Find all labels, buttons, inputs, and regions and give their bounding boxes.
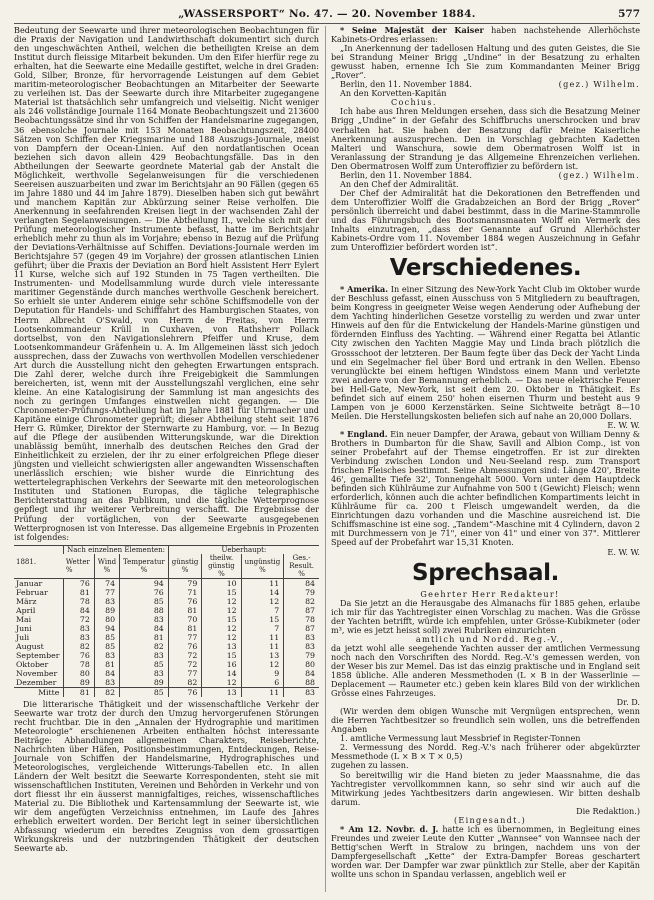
table-cell: 83 — [120, 651, 169, 660]
amerika-lead: * Amerika. — [340, 284, 389, 295]
letter-salutation: Geehrter Herr Redakteur! — [420, 588, 560, 599]
table-cell: 12 — [202, 633, 241, 642]
col-header: Wind % — [94, 554, 119, 579]
england-article: * England. Ein neuer Dampfer, der Arawa, gebaut von William Denny & Brothers in Dumbarton für die Shaw, Savill and Albion Comp., ist von seiner Probefahrt auf der Themse eingetroffen. Er ist zur direkten Verbindung zwischen London und Neu-Seeland resp. zum Transport frischen Fleisches bestimmt. Seine Abmessungen sind: Länge 420', Breite 46', gemallte Tiefe 32', Tonnengehalt 5000. Vorn unter dem Hauptdeck befinden sich Kühlräume zur Aufnahme von 500 t (Gewicht) Fleisch; wenn erforderlich, können auch die achter befindlichen Kompartiments leicht in Kühlräume für ca. 200 t Fleisch umgewandelt werden, da die Einrichtungen dazu vorhanden und die Maschine ausreichend ist. Die Schiffsmaschine ist eine sog. „Tandem“-Maschine mit 4 Cylindern, davon 2 mit Durchmessern von je 71", einer von 41" und einer von 37". Mittlerer Speed auf der Probefahrt war 15,31 Knoten. — [331, 428, 640, 548]
order-2-text: Ich habe aus Ihren Meldungen ersehen, dass sich die Besatzung Meiner Brigg „Undine“ in der Gefahr des Schiffbruchs unerschrocken und brav verhalten hat. Sie haben der Besatzung dafür Meine Kaiserliche Anerkennung auszusprechen. Den in Vorschlag gebrachten Kadetten Malteri und Wanschura, sowie dem Obermatrosen Wolff ist in Veranlassung der Strandung je das Allgemeine Ehrenzeichen verliehen. Den Obermatrosen Wolff zum Unteroffizier zu befördern ist. — [331, 106, 640, 171]
month-label: Januar — [16, 578, 43, 588]
table-cell: 15 — [202, 588, 241, 597]
table-cell: 84 — [284, 578, 319, 588]
table-cell: 76 — [120, 588, 169, 597]
table-cell: 84 — [120, 624, 169, 633]
page-header — [14, 8, 640, 22]
england-signature: E. W. W. — [607, 546, 640, 557]
table-cell: 78 — [284, 615, 319, 624]
table-cell: 83 — [284, 687, 319, 697]
table-cell: 83 — [64, 624, 94, 633]
kabinet-text: haben nachstehende Allerhöchste Kabinets-Ordres erlassen: — [331, 25, 640, 45]
list-item: 1. amtliche Vermessung laut Messbrief in Register-Tonnen — [340, 733, 581, 744]
table-cell: 15 — [241, 615, 284, 624]
order-1-address: An den Korvetten-Kapitän — [340, 88, 447, 99]
month-label: August — [16, 641, 44, 651]
table-row — [14, 597, 319, 606]
page-number: 577 — [618, 8, 640, 20]
table-cell: 77 — [94, 588, 119, 597]
letter-center-line: amtlich und Nordd. Reg.-V., — [415, 633, 565, 644]
running-title: „WASSERSPORT“ No. 47. — 20. November 1884. — [178, 8, 476, 20]
table-cell: 11 — [241, 578, 284, 588]
total-label: Mitte — [14, 687, 64, 697]
table-cell: 83 — [64, 633, 94, 642]
table-cell: 80 — [64, 669, 94, 678]
table-cell: 12 — [241, 660, 284, 669]
table-cell: 85 — [120, 597, 169, 606]
table-cell: 77 — [168, 633, 202, 642]
table-row — [14, 615, 319, 624]
table-cell: 85 — [120, 660, 169, 669]
table-cell: 81 — [64, 687, 94, 697]
forecast-table — [14, 545, 319, 697]
order-1-signature: (gez.) Wilhelm. — [558, 79, 640, 90]
editor-note-3: So bereitwillig wir die Hand bieten zu jeder Maassnahme, die das Yachtregister vervollkommnen kann, so sehr sind wir auch auf die Mitwirkung jedes Yachtbesitzers darin angewiesen. Wir bitten deshalb darum. — [331, 769, 640, 807]
col-header: günstig % — [168, 554, 202, 579]
table-cell: 82 — [120, 642, 169, 651]
eingesandt-label: (Eingesandt.) — [453, 814, 527, 825]
table-cell: 87 — [284, 624, 319, 633]
col-header: ungünstig % — [241, 554, 284, 579]
table-cell: 6 — [241, 678, 284, 688]
col-header: Wetter % — [65, 557, 90, 574]
table-cell: 71 — [168, 588, 202, 597]
table-cell: 12 — [241, 597, 284, 606]
letter-text-1: Da Sie jetzt an die Herausgabe des Almanachs für 1885 gehen, erlaube ich mir für das Yachtregister einen Vorschlag zu machen. Was die Grösse der Yachten betrifft, würde ich empfehlen, unter Grösse-Kubikmeter (oder m³, wie es jetzt heisst soll) zwei Rubriken einzurichten — [331, 597, 640, 635]
table-cell: 83 — [94, 651, 119, 660]
kabinet-lead: * Seine Majestät der Kaiser — [340, 25, 484, 35]
table-cell: 10 — [202, 578, 241, 588]
table-cell: 83 — [284, 633, 319, 642]
table-cell: 78 — [64, 660, 94, 669]
table-cell: 72 — [168, 651, 202, 660]
table-cell: 13 — [202, 687, 241, 697]
table-cell: 12 — [202, 678, 241, 688]
table-cell: 80 — [94, 615, 119, 624]
section-heading-sprechsaal: Sprechsaal. — [412, 559, 559, 586]
table-group-overall: Ueberhaupt: — [168, 545, 319, 554]
table-cell: 81 — [64, 588, 94, 597]
table-cell: 83 — [120, 615, 169, 624]
table-cell: 84 — [64, 606, 94, 615]
table-cell: 94 — [120, 578, 169, 588]
order-1-text: „In Anerkennung der tadellosen Haltung und des guten Geistes, die Sie bei Strandung Meiner Brigg „Undine“ in der Besatzung zu erhalten gewusst haben, ernenne Ich Sie zum Kommandanten Meiner Brigg „Rover“. — [331, 43, 640, 81]
table-cell: 85 — [120, 687, 169, 697]
table-cell: 76 — [64, 578, 94, 588]
table-cell: 89 — [64, 678, 94, 688]
table-cell: 7 — [241, 624, 284, 633]
table-cell: 15 — [202, 651, 241, 660]
table-cell: 11 — [241, 687, 284, 697]
table-cell: 72 — [168, 660, 202, 669]
england-lead: * England. — [340, 428, 388, 439]
table-row — [14, 660, 319, 669]
table-cell: 78 — [64, 597, 94, 606]
table-cell: 12 — [202, 606, 241, 615]
month-label: Mai — [16, 614, 32, 624]
table-cell: 83 — [284, 642, 319, 651]
final-article: * Am 12. Novbr. d. J. hatte ich es übernommen, in Begleitung eines Freundes und zweier Leute den Kutter „Wannsee“ von Wannsee nach der Bettig'schen Werft in Stralow zu bringen, nachdem uns von der Dampfergesellschaft „Kette“ der Extra-Dampfer Boreas geschartert worden war. Der Dampfer war zwar pünktlich zur Stelle, aber der Kapitän wollte uns schon in Spandau verlassen, angeblich weil er — [331, 823, 640, 880]
amerika-article: * Amerika. In einer Sitzung des New-York Yacht Club im Oktober wurde der Beschluss gefasst, einen Ausschuss von 5 Mitgliedern zu beauftragen, beim Kongress in geeigneter Weise wegen Aenderung oder Aufhebung der dem Yachting hinderlichen Gesetze vorstellig zu werden und zwar unter Hinweis auf den für die Entwickelung der Handels-Marine günstigen und fördernden Einfluss des Yachting. — Während einer Regatta bei Atlantic City zwischen den Yachten Maggie May und Linda brach plötzlich die Grossschoot der letzteren. Der Baum fegte über das Deck der Yacht Linda und ein Segelmacher fiel über Bord und ertrank in den Wellen. Ebenso verunglückte bei einem heftigen Windstoss einem Mann und verletzte zwei andere von der Bemannung erheblich. — Das neue elektrische Feuer bei Hell-Gate, New-York, ist seit dem 20. Oktober in Thätigkeit. Es befindet sich auf einem 250' hohen eisernen Thurm und besteht aus 9 Lampen von je 6000 Kerzenstärken. Seine Sichtweite beträgt 8—10 Meilen. Die Herstellungskosten beliefen sich auf nahe an 20,000 Dollars. — [331, 284, 640, 421]
table-cell: 83 — [94, 678, 119, 688]
table-cell: 85 — [94, 633, 119, 642]
seewarte-intro: Bedeutung der Seewarte und ihrer meteorologischen Beobachtungen für die Praxis der Navigation und Landwirthschaft dokumentirt sich durch den ungeschwächten Antheil, welchen die betheiligten Kreise an dem Institut durch fleissige Mitarbeit bekunden. Um den Eifer hierfür rege zu erhalten, hat die Seewarte eine Medaille gestiftet, welche in drei Graden: Gold, Silber, Bronze, für hervorragende Leistungen auf dem Gebiet maritim-meteorologischer Beobachtungen an Mitarbeiter der Seewarte zu verleihen ist. Das der Seewarte durch ihre Mitarbeiter zugegangene Material ist thatsächlich sehr umfangreich und vielseitig. Nicht weniger als 246 vollständige Journale 1164 Monate Beobachtungszeit und 213600 Beobachtungssätze sind ihr von Schiffen der Handelsmarine zugegangen, 36 ebensolche Journale mit 153 Monaten Beobachtungszeit, 28400 Sätzen von Schiffen der Kriegsmarine und 188 Auszugs-Journale, meist von Dampfern der Ocean-Linien. Auf den nordatlantischen Ocean beziehen sich davon allein 429 Beobachtungsfälle. Das in den Abtheilungen der Seewarte geordnete Material gab der Anstalt die Möglichkeit, werthvolle Segelanweisungen für die verschiedenen Seereisen auszuarbeiten und zwar im Berichtsjahr an 90 Fällen (gegen 65 im Jahre 1880 und 44 im Jahre 1879). Dieselben haben sich gut bewährt und manchem Kapitän zur Abkürzung seiner Reise verholfen. Die Anerkennung in seefahrenden Kreisen liegt in der wachsenden Zahl der verlangten Segelanweisungen. — Die Abtheilung II., welche sich mit der Prüfung meteorologischer Instrumente befasst, hatte im Berichtsjahr erheblich mehr zu thun als im Vorjahre; ebenso in Bezug auf die Prüfung der Deviations-Verhältnisse auf Schiffen. Deviations-Journale werden im Berichtsjahre 57 (gegen 49 im Vorjahre) der grossen atlantischen Linien geführt; über die Praxis der Deviation an Bord hielt Assistent Herr Eylert 11 Kurse, welche sich auf 192 Stunden in 75 Tagen vertheilten. Die Instrumenten- und Modellsammlung wurde durch viele interessante maritimer Gegenstände durch manches werthvolle Geschenk bereichert. So erhielt sie unter Anderem einige sehr schöne Schiffsmodelle von der Deputation für Handels- und Schifffahrt des Hamburgischen Staates, von Herrn Albrecht O'Swald, von Herrn de Freitas, von Herrn Lootsenkommandeur Krüll in Cuxhaven, von Rathsherr Pollack dortselbst, von den Navigationslehrern Pfeiffer und Kruse, dem Lootsenkommandeur Gräfenhein u. A. Im Allgemeinen lässt sich jedoch aussprechen, dass der Zuwachs von werthvollen Modellen verschiedener Art durch die Ausstellung nicht den gehegten Erwartungen entsprach. Die Zahl derer, welche durch ihre Freigebigkeit die Sammlungen bereicherten, ist, wenn mit der Ausstellungszahl verglichen, eine sehr kleine. An eine Katalogisirung der Sammlung ist man angesichts des noch zu geringen Umfanges einstweilen nicht gegangen. — Die Chronometer-Prüfungs-Abtheilung hat im Jahre 1881 für Uhrmacher und Kapitäne einige Chronometer geprüft; dieser Abtheilung steht seit 1876 Herr G. Rümker, Direktor der Sternwarte zu Hamburg, vor. — In Bezug auf die Pflege der ausübenden Witterungskunde, war die Direktion unablässig bemüht, innerhalb des deutschen Reiches den Grad der Einheitlichkeit zu erzielen, der ihr zu einer erfolgreichen Pflege dieser jüngsten und vielleicht schwierigsten aller angewandten Wissenschaften unerlässlich erschien; wie bisher wurde die Einrichtung des wettertelegraphischen Verkehrs der Seewarte mit den meteorologischen Instituten und Stationen Europas, die tägliche telegraphische Berichterstattung an das Publikum, und die tägliche Wetterprognose gepflegt und ihr weiterer Verbreitung verschafft. Die Ergebnisse der Prüfung der vortäglichen, von der Seewarte ausgegebenen Wetterprognosen ist von Interesse. Das allgemeine Ergebnis in Prozenten ist folgendes: — [14, 25, 319, 542]
order-2-signature: (gez.) Wilhelm. — [558, 169, 640, 180]
table-row — [14, 669, 319, 678]
table-cell: 81 — [168, 606, 202, 615]
table-cell: 89 — [94, 606, 119, 615]
table-cell: 81 — [94, 660, 119, 669]
amerika-signature: E. W. W. — [607, 419, 640, 430]
table-row — [14, 678, 319, 688]
table-cell: 14 — [202, 669, 241, 678]
table-total-row — [14, 687, 319, 697]
month-label: September — [16, 650, 60, 660]
table-cell: 88 — [120, 606, 169, 615]
list-item: 2. Vermessung des Nordd. Reg.-V.'s nach früherer oder abgekürzter Messmethode (L × B × T × 0,5) — [331, 742, 640, 762]
col-header: theilw. günstig % — [202, 554, 241, 579]
order-1-recipient: Cochius. — [391, 97, 437, 108]
order-1-place: Berlin, den 11. November 1884. (gez.) Wilhelm. — [340, 79, 640, 90]
table-cell: 88 — [284, 678, 319, 688]
table-cell: 7 — [241, 606, 284, 615]
editor-note-2: zugehen zu lassen. — [331, 760, 409, 771]
table-cell: 82 — [284, 597, 319, 606]
table-row — [14, 578, 319, 588]
table-cell: 84 — [94, 669, 119, 678]
table-row — [14, 588, 319, 597]
table-cell: 77 — [168, 669, 202, 678]
column-rule — [325, 26, 326, 892]
month-label: Oktober — [16, 659, 49, 669]
table-cell: 83 — [94, 597, 119, 606]
seewarte-outro: Die litterarische Thätigkeit und der wissenschaftliche Verkehr der Seewarte war trotz der durch den Umzug hervorgerufenen Störungen recht fruchtbar. Die in den „Annalen der Hydrographie und maritimen Meteorologie“ erschienenen Arbeiten enthalten höchst interessante Beiträge: Abhandlungen allgemeinen Charakters, Reiseberichte, Nachrichten über Häfen, Positionsbestimmungen, Entdeckungen, Reise-Journale von Schiffen der Handelsmarine, Hydrographisches und Meteorologisches, vergleichende Witterungs-Tabellen etc. In allen Ländern der Welt besitzt die Seewarte Korrespondenten, steht sie mit wissenschaftlichen Instituten, Vereinen und Behörden in Verkehr und von dort fliesst ihr ein äusserst mannigfaltiges, reiches, wissenschaftliches Material zu. Die Bibliothek und Kartensammlung der Seewarte ist, wie wir dem angefügten Verzeichniss entnehmen, im Laufe des Jahres erheblich erweitert worden. Der Bericht legt in seiner übersichtlichen Abfassung wiederum ein beredtes Zeugniss von dem grossartigen Wirkungskreis und der nutzbringenden Thätigkeit der deutschen Seewarte ab. — [14, 698, 319, 854]
month-label: November — [16, 668, 58, 678]
table-cell: 13 — [202, 642, 241, 651]
table-row — [14, 606, 319, 615]
letter-text-2: da jetzt wohl alle seegehende Yachten ausser der amtlichen Vermessung noch nach den Vorschriften des Nordd. Reg.-V.'s gemessen werden, von der Weser bis zur Memel. Das ist das einzig praktische und in England seit 1858 übliche. Alle anderen Messmethoden (L × B in der Wasserlinie — Deplacement — Raumeter etc.) geben kein klares Bild von der wirklichen Grösse eines Fahrzeuges. — [331, 642, 640, 699]
table-cell: 82 — [168, 678, 202, 688]
table-cell: 11 — [241, 633, 284, 642]
table-cell: 81 — [120, 633, 169, 642]
table-cell: 76 — [168, 687, 202, 697]
table-cell: 12 — [202, 624, 241, 633]
month-label: März — [16, 596, 37, 606]
month-label: Dezember — [16, 677, 57, 687]
month-label: Juli — [16, 632, 30, 642]
order-2-place: Berlin, den 11. November 1884. (gez.) Wilhelm. — [340, 169, 640, 180]
table-cell: 79 — [168, 578, 202, 588]
table-cell: 70 — [168, 615, 202, 624]
table-cell: 83 — [120, 669, 169, 678]
header-rule — [14, 23, 640, 24]
table-cell: 87 — [284, 606, 319, 615]
table-cell: 76 — [168, 642, 202, 651]
table-cell: 89 — [120, 678, 169, 688]
table-cell: 76 — [168, 597, 202, 606]
kabinet-intro — [331, 26, 640, 44]
section-heading-verschiedenes: Verschiedenes. — [389, 255, 582, 282]
month-label: Juni — [16, 623, 32, 633]
table-row — [14, 651, 319, 660]
table-cell: 11 — [241, 642, 284, 651]
table-cell: 79 — [284, 588, 319, 597]
editor-note: (Wir werden dem obigen Wunsche mit Vergnügen entsprechen, wenn die Herren Yachtbesitzer so freundlich sein wollen, uns die betreffenden Angaben — [331, 706, 640, 735]
table-cell: 13 — [241, 651, 284, 660]
table-cell: 15 — [202, 615, 241, 624]
left-column — [14, 26, 319, 853]
letter-signature: Dr. D. — [616, 697, 640, 708]
month-label: April — [16, 605, 36, 615]
table-cell: 9 — [241, 669, 284, 678]
col-header: Temperatur % — [120, 554, 169, 579]
table-year: 1881. — [16, 557, 37, 566]
table-cell: 12 — [202, 597, 241, 606]
table-cell: 72 — [64, 615, 94, 624]
admiralty-text: Der Chef der Admiralität hat die Dekorationen den Betreffenden und dem Unteroffizier Wolff die Gradabzeichen an Bord der Brigg „Rover“ persönlich überreicht und dabei bestimmt, dass in die Marine-Stammrolle und das Führungsbuch des Bootsmannsmaaten Wolff ein Vermerk des Inhalts einzutragen, „dass der Genannte auf Grund Allerhöchster Kabinets-Ordre vom 11. November 1884 wegen Auszeichnung in Gefahr zum Unteroffizier befördert worden ist“. — [331, 187, 640, 253]
table-cell: 74 — [94, 578, 119, 588]
table-cell: 80 — [284, 660, 319, 669]
table-row — [14, 642, 319, 651]
table-cell: 94 — [94, 624, 119, 633]
editor-signature: Die Redaktion.) — [576, 805, 640, 816]
table-cell: 79 — [284, 651, 319, 660]
table-group-elements: Nach einzelnen Elementen: — [64, 545, 168, 554]
table-cell: 82 — [64, 642, 94, 651]
table-cell: 76 — [64, 651, 94, 660]
table-cell: 16 — [202, 660, 241, 669]
table-cell: 82 — [94, 687, 119, 697]
table-row — [14, 633, 319, 642]
table-cell: 81 — [168, 624, 202, 633]
table-cell: 14 — [241, 588, 284, 597]
order-2-address: An den Chef der Admiralität. — [340, 178, 459, 189]
col-header: Ges.-Result. % — [284, 554, 319, 579]
right-column — [331, 26, 640, 879]
final-lead: * Am 12. Novbr. d. J. — [340, 823, 439, 834]
table-cell: 84 — [284, 669, 319, 678]
month-label: Februar — [16, 587, 48, 597]
table-cell: 85 — [94, 642, 119, 651]
table-row — [14, 624, 319, 633]
